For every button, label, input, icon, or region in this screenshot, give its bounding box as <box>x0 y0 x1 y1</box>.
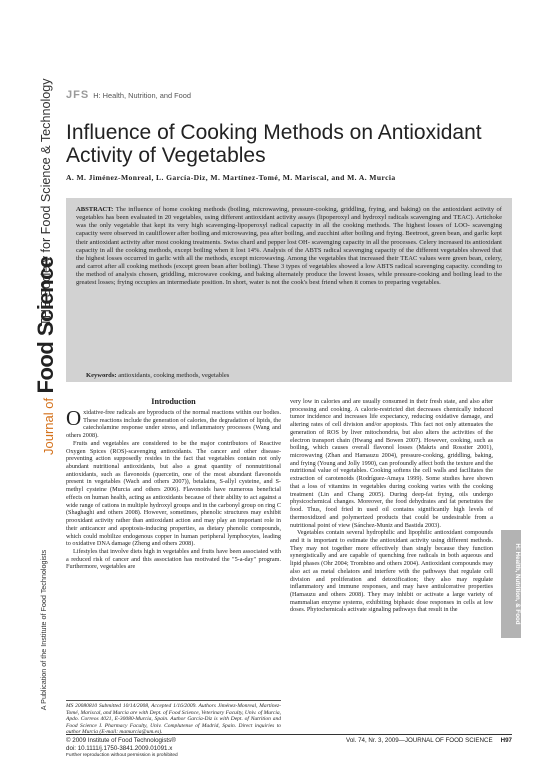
section-side-tab-label: H: Health, Nutrition, & Food <box>514 543 521 625</box>
keywords <box>86 372 506 380</box>
footer-divider <box>66 734 512 735</box>
volume-info <box>316 737 512 744</box>
journal-logo-name: Food Science <box>33 256 58 394</box>
keywords-text: antioxidants, cooking methods, vegetables <box>118 372 230 379</box>
footnote-divider <box>66 700 281 701</box>
keywords-label: Keywords: <box>86 372 117 379</box>
manuscript-note: MS 20080810 Submitted 10/14/2008, Accepted 1/16/2009. Authors Jiménez-Monreal, Martínez-Tomé, Mariscal, and Murcia are with Dept. of Food Science, Veterinary Faculty, Univ. of Murcia, Apdo. Correos 4021, E-30080-Murcia, Spain. Author García-Diz is with Dept. of Nutrition and Food Science I. Pharmacy Faculty, Univ. Complutense of Madrid, Spain. Direct inquiries to author Murcia (E-mail: mamurcia@um.es). <box>66 703 281 735</box>
body-paragraph: Lifestyles that involve diets high in vegetables and fruits have been associated with a reduced risk of cancer and this association has motivated the "5-a-day" program. Furthermore, vegetables are <box>66 547 281 571</box>
copyright: © 2009 Institute of Food Technologists® <box>66 737 176 744</box>
journal-logo-prefix: Journal of <box>41 397 56 455</box>
introduction-heading: Introduction <box>151 397 196 406</box>
body-column-left <box>66 406 281 571</box>
publisher-spine-label <box>36 520 52 740</box>
journal-logo <box>24 256 68 455</box>
society-spine-text: THE Society for Food Science & Technology <box>39 78 53 326</box>
body-paragraph: very low in calories and are usually consumed in their fresh state, and also after processing and cooking. A calorie-restricted diet decreases chemically induced tumor incidence and increases life expectancy, reducing oxidative damage, and altering rates of cell division and/or apoptosis. This fact not only attenuates the generation of ROS by liver mitochondria, but also alters the activities of the electron transport chain (Hwang and Bowen 2007). However, cooking, such as boiling, which causes overall flavonol losses (Makris and Rossiter 2001), microwaving (Zhan and Hamauzu 2004), pressure-cooking, griddling, baking, and frying (Young and Jolly 1990), can profoundly affect both the texture and the nutritional value of vegetables. Cooking softens the cell walls and facilitates the extraction of carotenoids (Rodríguez-Amaya 1999). Some studies have shown that a loss of vitamins in vegetables during cooking varies with the cooking treatment (Lin and Chang 2005). During deep-fat frying, oils undergo physicochemical changes. Moreover, the food dehydrates and fat penetrates the food. Thus, food fried in used oil contains significantly high levels of thermoxidized and polymerized products that could be undesirable from a nutritional point of view (Sánchez-Muniz and Bastida 2003). <box>290 398 493 529</box>
publisher-spine-text: A Publication of the Institute of Food Technologists <box>39 549 48 711</box>
doi: doi: 10.1111/j.1750-3841.2009.01091.x <box>66 745 173 752</box>
abstract-text: The influence of home cooking methods (boiling, microwaving, pressure-cooking, griddling, frying, and baking) on the antioxidant activity of vegetables has been evaluated in 20 vegetables, using different antioxidant activity assays (lipoperoxyl and hydroxyl radicals scavenging and TEAC). Artichoke was the only vegetable that kept its very high scavenging-lipoperoxyl radical capacity in all the cooking methods. The highest losses of LOO- scavenging capacity were observed in cauliflower after boiling and microwaving, pea after boiling, and zucchini after boiling and frying. Beetroot, green bean, and garlic kept their antioxidant activity after most cooking treatments. Swiss chard and pepper lost OH- scavenging capacity in all the processes. Celery increased its antioxidant capacity in all the cooking methods, except boiling when it lost 14%. Analysis of the ABTS radical scavenging capacity of the different vegetables showed that the highest losses occurred in garlic with all the methods, except microwaving. Among the vegetables that increased their TEAC values were green bean, celery, and carrot after all cooking methods (except green bean after boiling). These 3 types of vegetables showed a low ABTS radical scavenging capacity. cconding to the method of analysis chosen, griddling, microwave cooking, and baking alternately produce the lowest losses, while pressure-cooking and boiling lead to the greatest losses; frying occupies an intermediate position. In short, water is not the cook's best friend when it comes to preparing vegetables. <box>76 206 502 287</box>
body-column-right <box>290 398 493 614</box>
article-title: Influence of Cooking Methods on Antioxidant Activity of Vegetables <box>66 121 482 167</box>
section-name: H: Health, Nutrition, and Food <box>93 91 191 100</box>
page-number: H97 <box>500 737 512 744</box>
body-paragraph: Vegetables contain several hydrophilic and lipophilic antioxidant compounds and it is important to estimate the antioxidant activity using different methods. They may not together more effectively than singly because they function synergistically and are capable of quenching free radicals in both aqueous and lipid phases (Ohr 2004; Trombino and others 2004). Antioxidant compounds may also act as metal chelators and interfere with the pathways that regulate cell division and proliferation and detoxification; they also may regulate inflammatory and immune responses, and may have antiulcerative properties (Hamauzu and others 2008). They may inhibit or activate a large variety of mammalian enzyme systems, exhibiting biphasic dose responses in cells at low doses. Phytochemicals activate signaling pathways that result in the <box>290 529 493 614</box>
body-paragraph: Oxidative-free radicals are byproducts of the normal reactions within our bodies. These reactions include the generation of calories, the degradation of lipids, the catecholamine response under stress, and inflammatory processes (Wang and others 2008). <box>66 406 281 440</box>
author-list: A. M. Jiménez-Monreal, L. García-Diz, M. Martínez-Tomé, M. Mariscal, and M. A. Murcia <box>66 173 396 182</box>
body-paragraph: Fruits and vegetables are considered to be the major contributors of Reactive Oxygen Spices (ROS)-scavenging antioxidants. The cancer and other disease-preventing action supposedly resides in the fact that vegetables contain not only abundant nutritional antioxidants, but also a great quantity of nonnutritional antioxidants, such as flavonoids (quercetin, one of the most abundant flavonoids present in vegetables (Wach and others 2007)), betalains, S-allyl cysteine, and S-methyl cysteine (Murcia and others 2006). Flavonoids have numerous beneficial effects on human health, acting as antioxidants because of their ability to act against a wide range of cations in multiple hydroxyl groups and in the carbonyl group on ring C (Shaghaghi and others 2008). However, sometimes, phenolic structures may exhibit prooxidant activity rather than antioxidant action and may play an important role in their anticancer and apoptosis-inducing properties, as dietary phenolic compounds, which could mobilize endogenous copper in human peripheral lymphocytes, leading to oxidative DNA damage (Zheng and others 2008). <box>66 439 281 548</box>
drop-cap: O <box>66 406 82 430</box>
abstract-label: ABSTRACT: <box>76 206 114 213</box>
journal-section-header <box>66 85 191 103</box>
volume-text: Vol. 74, Nr. 3, 2009—JOURNAL OF FOOD SCIENCE <box>346 737 493 744</box>
abstract <box>76 206 502 288</box>
reproduction-notice: Further reproduction without permission is prohibited <box>66 753 178 758</box>
jfs-logo: JFS <box>66 89 90 101</box>
section-side-tab <box>501 530 521 638</box>
